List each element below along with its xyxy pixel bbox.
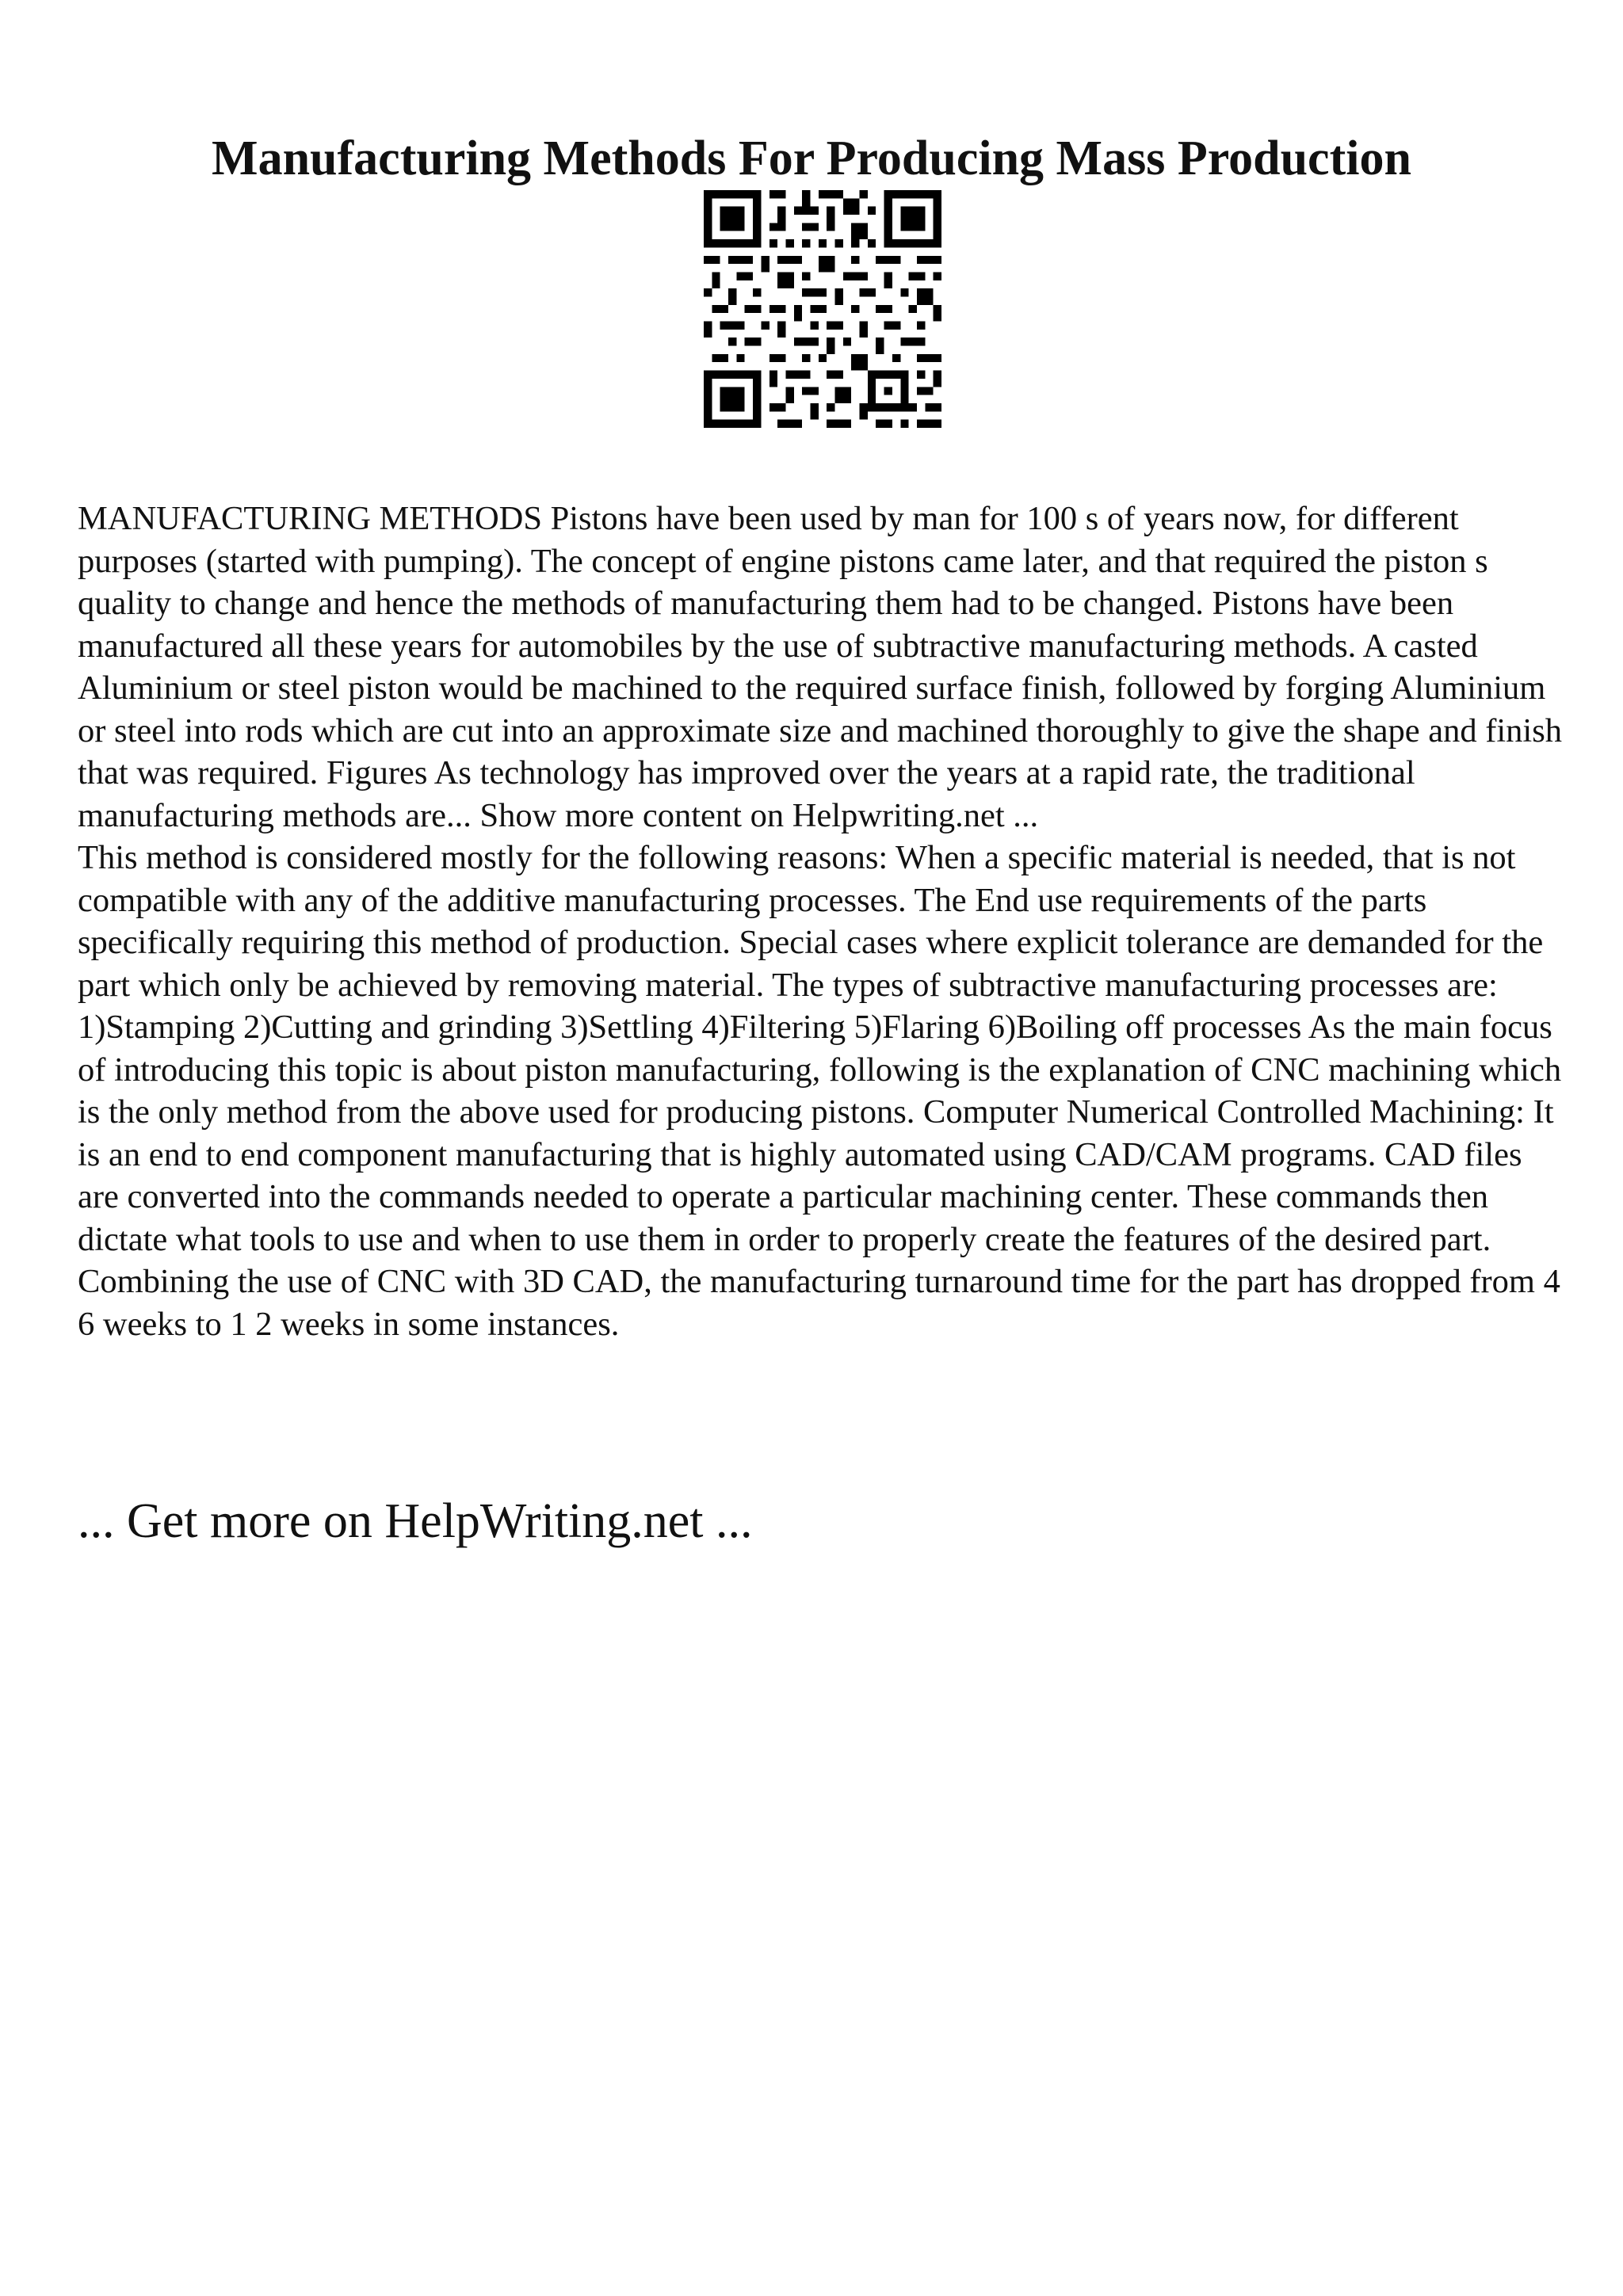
qr-code xyxy=(704,190,941,428)
article-body xyxy=(78,498,1568,1345)
qr-code-icon xyxy=(704,190,941,428)
footer-link-text[interactable]: ... Get more on HelpWriting.net ... xyxy=(78,1494,753,1548)
paragraph-1: MANUFACTURING METHODS Pistons have been used by man for 100 s of years now, for different purposes (started with pumping). The concept of engine pistons came later, and that required the piston s quality to change and hence the methods of manufacturing them had to be changed. Pistons have been manufactured all these years for automobiles by the use of subtractive manufacturing methods. A casted Aluminium or steel piston would be machined to the required surface finish, followed by forging Aluminium or steel into rods which are cut into an approximate size and machined thoroughly to give the shape and finish that was required. Figures As technology has improved over the years at a rapid rate, the traditional manufacturing methods are... Show more content on Helpwriting.net ... xyxy=(78,500,1563,834)
paragraph-2: This method is considered mostly for the following reasons: When a specific material is needed, that is not compatible with any of the additive manufacturing processes. The End use requirements of the parts specifically requiring this method of production. Special cases where explicit tolerance are demanded for the part which only be achieved by removing material. The types of subtractive manufacturing processes are: 1)Stamping 2)Cutting and grinding 3)Settling 4)Filtering 5)Flaring 6)Boiling off processes As the main focus of introducing this topic is about piston manufacturing, following is the explanation of CNC machining which is the only method from the above used for producing pistons. Computer Numerical Controlled Machining: It is an end to end component manufacturing that is highly automated using CAD/CAM programs. CAD files are converted into the commands needed to operate a particular machining center. These commands then dictate what tools to use and when to use them in order to properly create the features of the desired part. Combining the use of CNC with 3D CAD, the manufacturing turnaround time for the part has dropped from 4 6 weeks to 1 2 weeks in some instances. xyxy=(78,839,1562,1343)
page-title: Manufacturing Methods For Producing Mass Production xyxy=(212,131,1411,185)
